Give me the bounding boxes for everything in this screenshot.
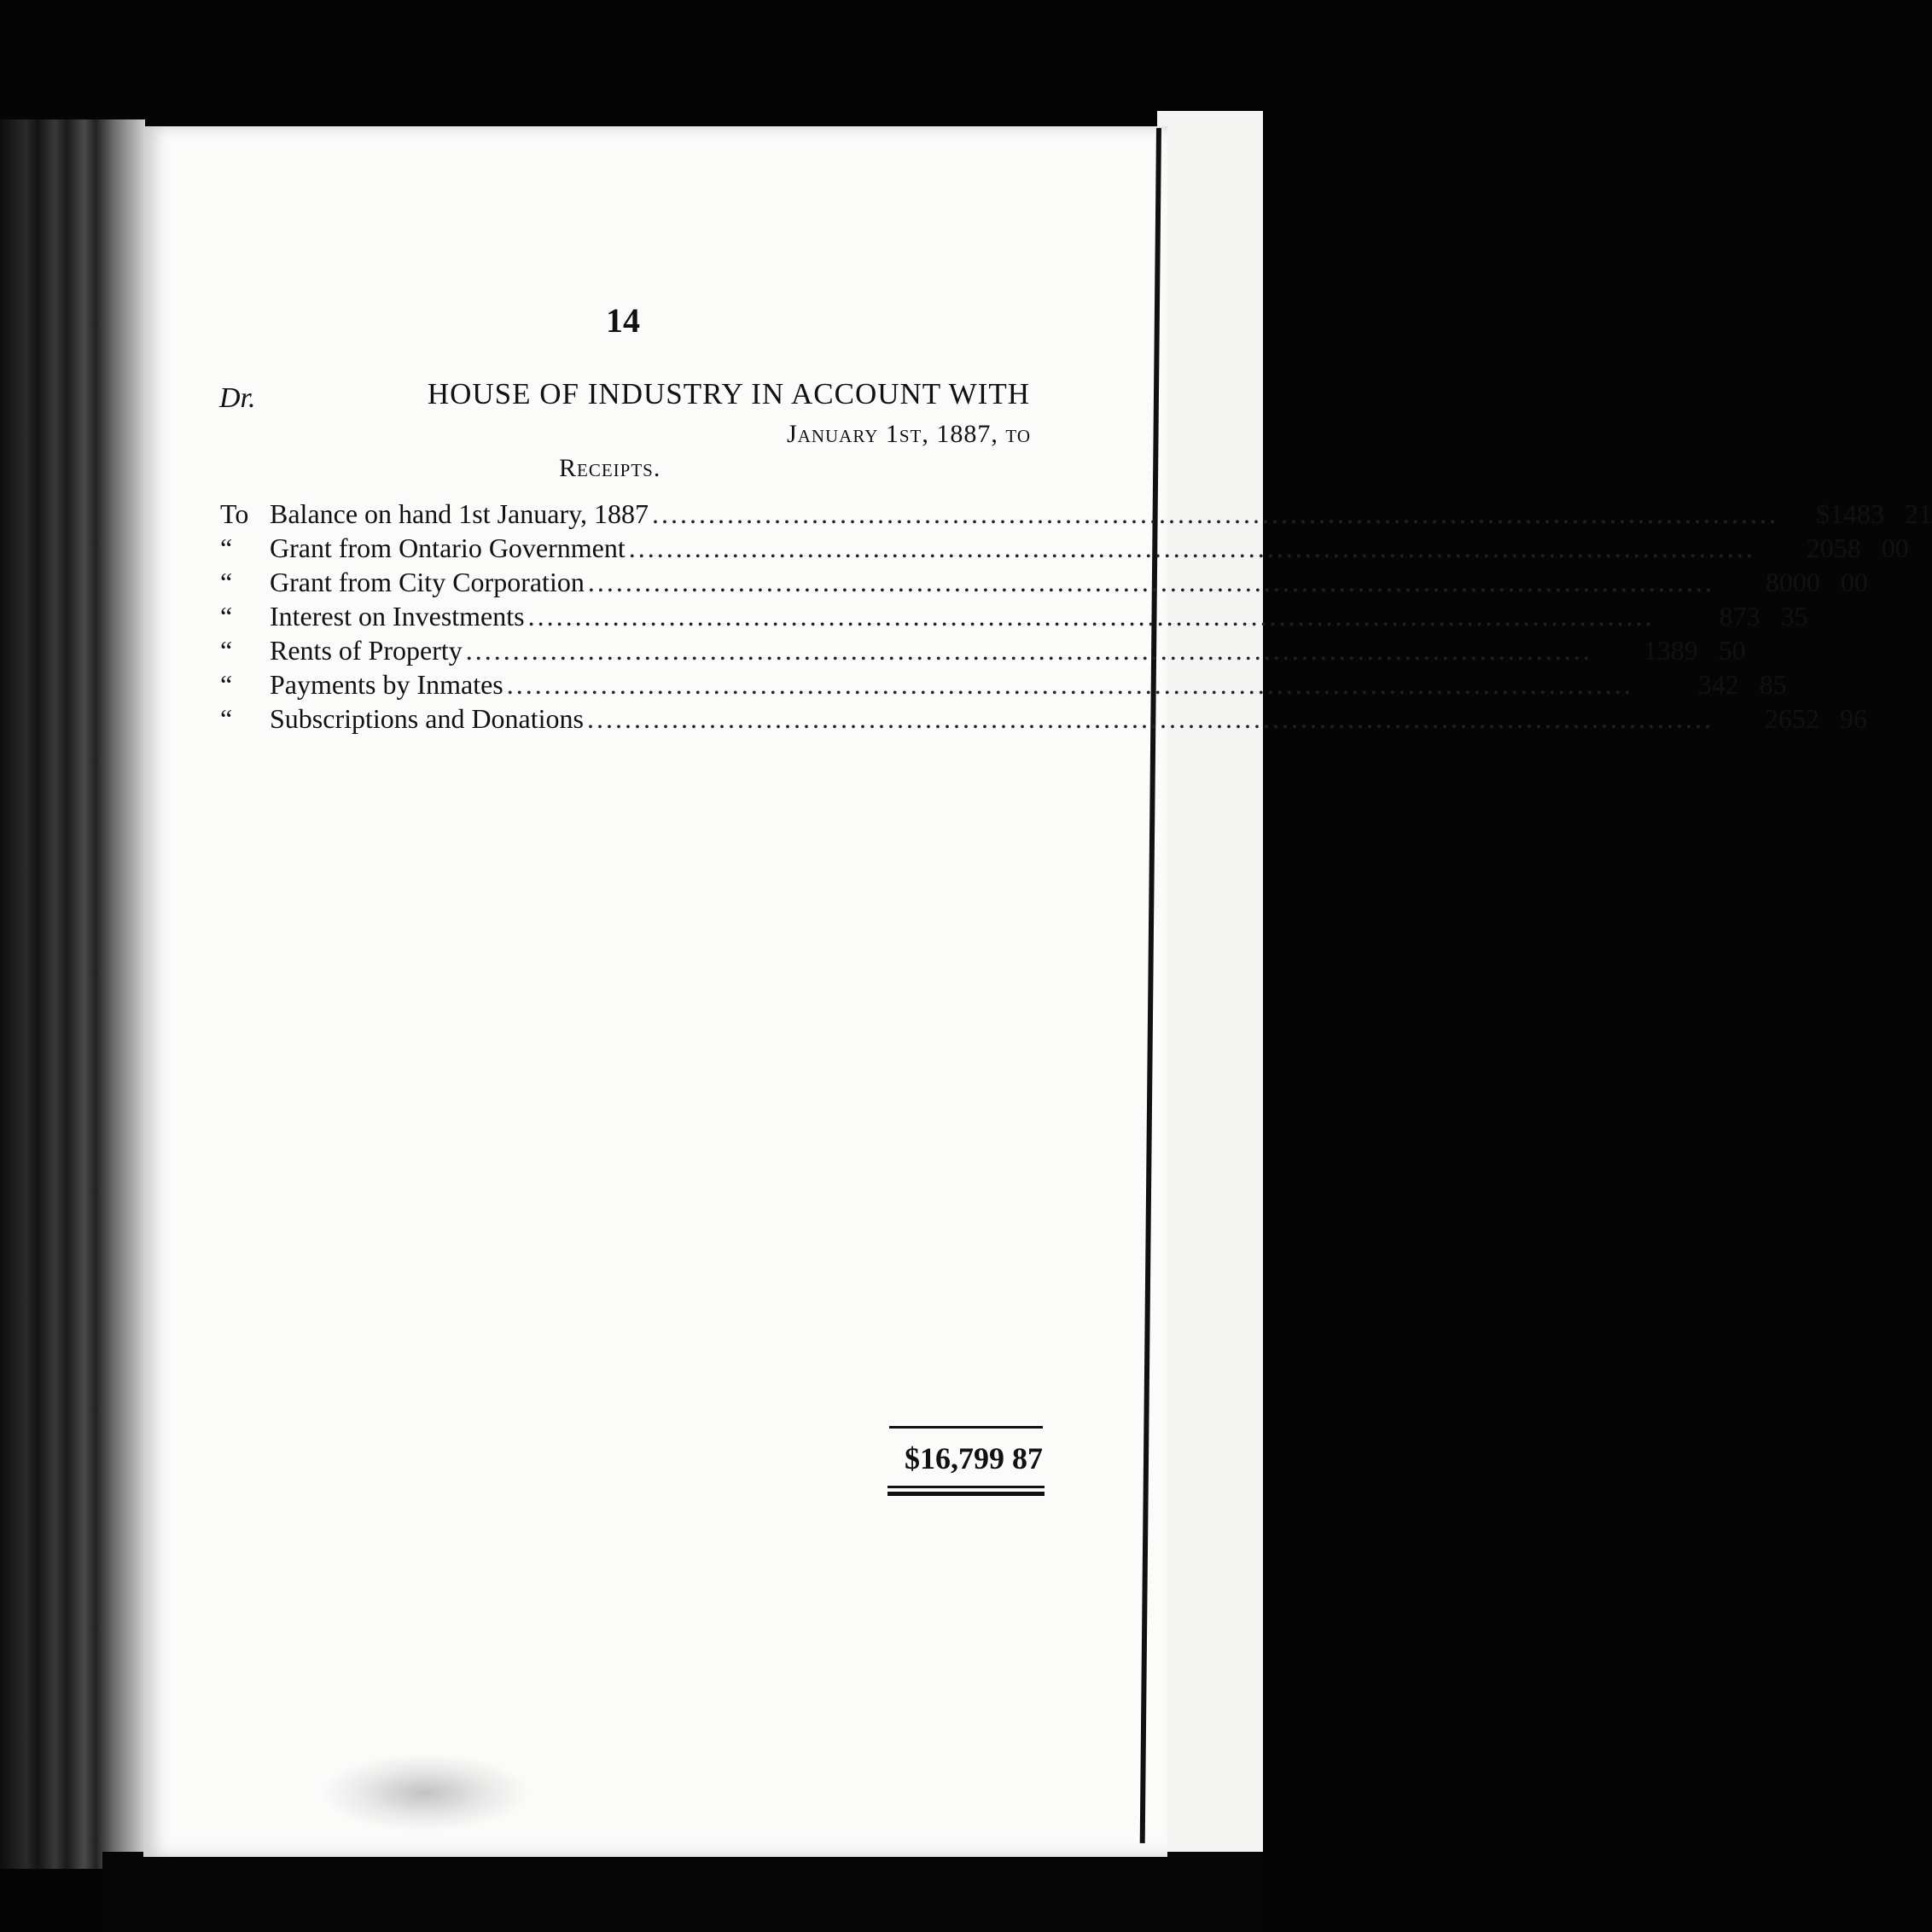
row-description: Balance on hand 1st January, 1887	[270, 498, 649, 529]
row-description: Subscriptions and Donations	[270, 703, 584, 734]
row-dollars: 2652	[1764, 703, 1819, 734]
total-amount: $16,799 87	[905, 1441, 1043, 1475]
row-description: Grant from City Corporation	[270, 567, 585, 597]
date-line: January 1st, 1887, to	[787, 420, 1031, 448]
row-dollars: 873	[1719, 601, 1760, 631]
row-prefix: “	[220, 635, 233, 666]
ledger-row	[220, 601, 1808, 635]
ledger-row	[220, 635, 1746, 669]
section-heading: Receipts.	[559, 454, 661, 482]
scan-shadow	[102, 1852, 1263, 1932]
row-cents: 35	[1780, 601, 1808, 631]
row-prefix: “	[220, 669, 233, 700]
row-dollars: 8000	[1765, 567, 1820, 597]
ledger-row	[220, 567, 1868, 601]
row-description: Grant from Ontario Government	[270, 532, 626, 563]
book-page-edges	[0, 119, 145, 1869]
dot-leader: ........................................................................................................................	[586, 703, 1714, 734]
page-number: 14	[606, 301, 640, 340]
account-title: HOUSE OF INDUSTRY IN ACCOUNT WITH	[427, 377, 1030, 410]
total-double-rule	[887, 1492, 1045, 1496]
ledger-row	[220, 703, 1867, 737]
row-description: Interest on Investments	[270, 601, 525, 631]
account-header	[219, 377, 1030, 420]
row-cents: 00	[1840, 567, 1868, 597]
row-dollars: 1389	[1643, 635, 1698, 666]
row-description: Rents of Property	[270, 635, 463, 666]
ledger-table	[220, 498, 1932, 737]
row-prefix: “	[220, 532, 233, 563]
dot-leader: ........................................................................................................................	[587, 567, 1714, 597]
debit-label: Dr.	[219, 382, 256, 414]
ledger-row	[220, 669, 1787, 703]
dot-leader: ........................................................................................................................	[652, 498, 1779, 529]
row-description: Payments by Inmates	[270, 669, 503, 700]
dot-leader: ........................................................................................................................	[465, 635, 1592, 666]
dot-leader: ........................................................................................................................	[527, 601, 1655, 631]
dot-leader: ........................................................................................................................	[506, 669, 1633, 700]
ledger-row	[220, 532, 1909, 567]
row-cents: 96	[1839, 703, 1867, 734]
row-prefix: “	[220, 601, 233, 631]
paper-stain	[323, 1755, 527, 1831]
dot-leader: ........................................................................................................................	[628, 532, 1755, 563]
ledger-row	[220, 498, 1932, 532]
row-prefix: “	[220, 567, 233, 597]
total-double-rule	[887, 1486, 1045, 1488]
row-dollars: 2058	[1806, 532, 1861, 563]
row-cents: 21	[1905, 498, 1932, 529]
row-cents: 50	[1718, 635, 1746, 666]
row-dollars: $1483	[1816, 498, 1885, 529]
row-cents: 85	[1759, 669, 1787, 700]
row-prefix: “	[220, 703, 233, 734]
total-rule-top	[889, 1426, 1043, 1429]
row-cents: 00	[1881, 532, 1909, 563]
row-prefix: To	[220, 498, 249, 529]
row-dollars: 342	[1697, 669, 1739, 700]
facing-page	[1157, 111, 1263, 1852]
